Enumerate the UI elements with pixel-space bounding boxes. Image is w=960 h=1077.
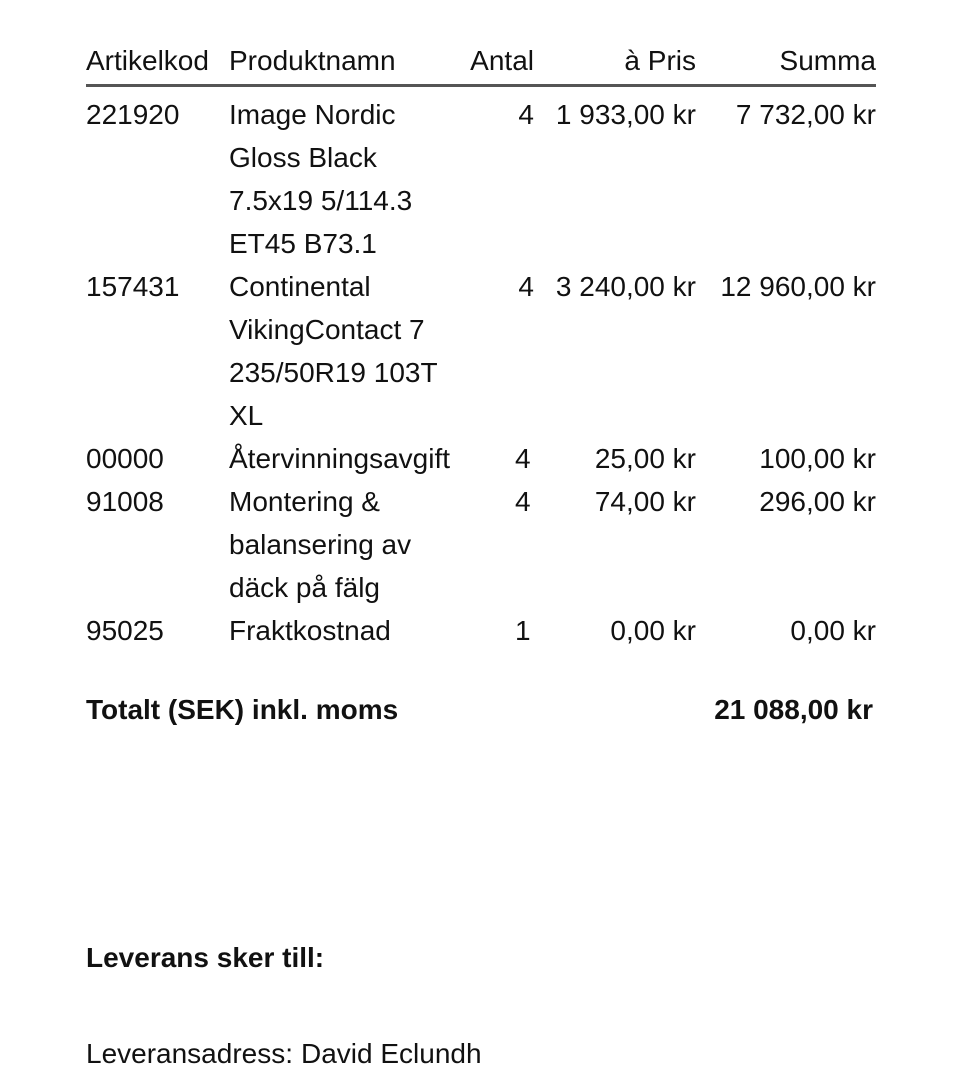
order-table [86, 38, 876, 652]
product-name: Återvinningsavgift [229, 443, 451, 474]
quantity: 1 [515, 615, 531, 646]
unit-price: 1 933,00 kr [555, 99, 696, 130]
quantity: 4 [518, 99, 534, 130]
quantity: 4 [515, 486, 531, 517]
unit-price: 25,00 kr [594, 443, 696, 474]
total-value: 21 088,00 kr [714, 694, 873, 725]
header-article-code: Artikelkod [86, 38, 229, 86]
product-name: Montering & balansering av däck på fälg [229, 486, 412, 603]
article-code: 00000 [86, 443, 164, 474]
product-name: Fraktkostnad [229, 615, 391, 646]
table-row [86, 480, 876, 609]
line-sum: 12 960,00 kr [720, 271, 876, 302]
article-code: 91008 [86, 486, 164, 517]
table-row [86, 437, 876, 480]
header-sum: Summa [696, 38, 876, 86]
line-sum: 100,00 kr [759, 443, 876, 474]
line-sum: 7 732,00 kr [735, 99, 876, 130]
article-code: 95025 [86, 615, 164, 646]
address-value: David Eclundh [301, 1038, 482, 1069]
line-sum: 0,00 kr [790, 615, 876, 646]
quantity: 4 [515, 443, 531, 474]
unit-price: 74,00 kr [594, 486, 696, 517]
table-row [86, 609, 876, 652]
delivery-heading: Leverans sker till: [86, 942, 325, 973]
total-label: Totalt (SEK) inkl. moms [86, 694, 399, 725]
table-header-row [86, 38, 876, 86]
table-row [86, 265, 876, 437]
address-label: Leveransadress: [86, 1038, 294, 1069]
article-code: 157431 [86, 271, 180, 302]
line-sum: 296,00 kr [759, 486, 876, 517]
delivery-address [86, 1034, 482, 1074]
header-quantity: Antal [462, 38, 534, 86]
unit-price: 0,00 kr [610, 615, 696, 646]
product-name: Continental VikingContact 7 235/50R19 103T XL [229, 271, 438, 431]
header-product-name: Produktnamn [229, 38, 462, 86]
quantity: 4 [518, 271, 534, 302]
article-code: 221920 [86, 99, 180, 130]
product-name: Image Nordic Gloss Black 7.5x19 5/114.3 ET45 B73.1 [229, 99, 413, 259]
table-row [86, 86, 876, 266]
unit-price: 3 240,00 kr [555, 271, 696, 302]
header-unit-price: à Pris [534, 38, 696, 86]
